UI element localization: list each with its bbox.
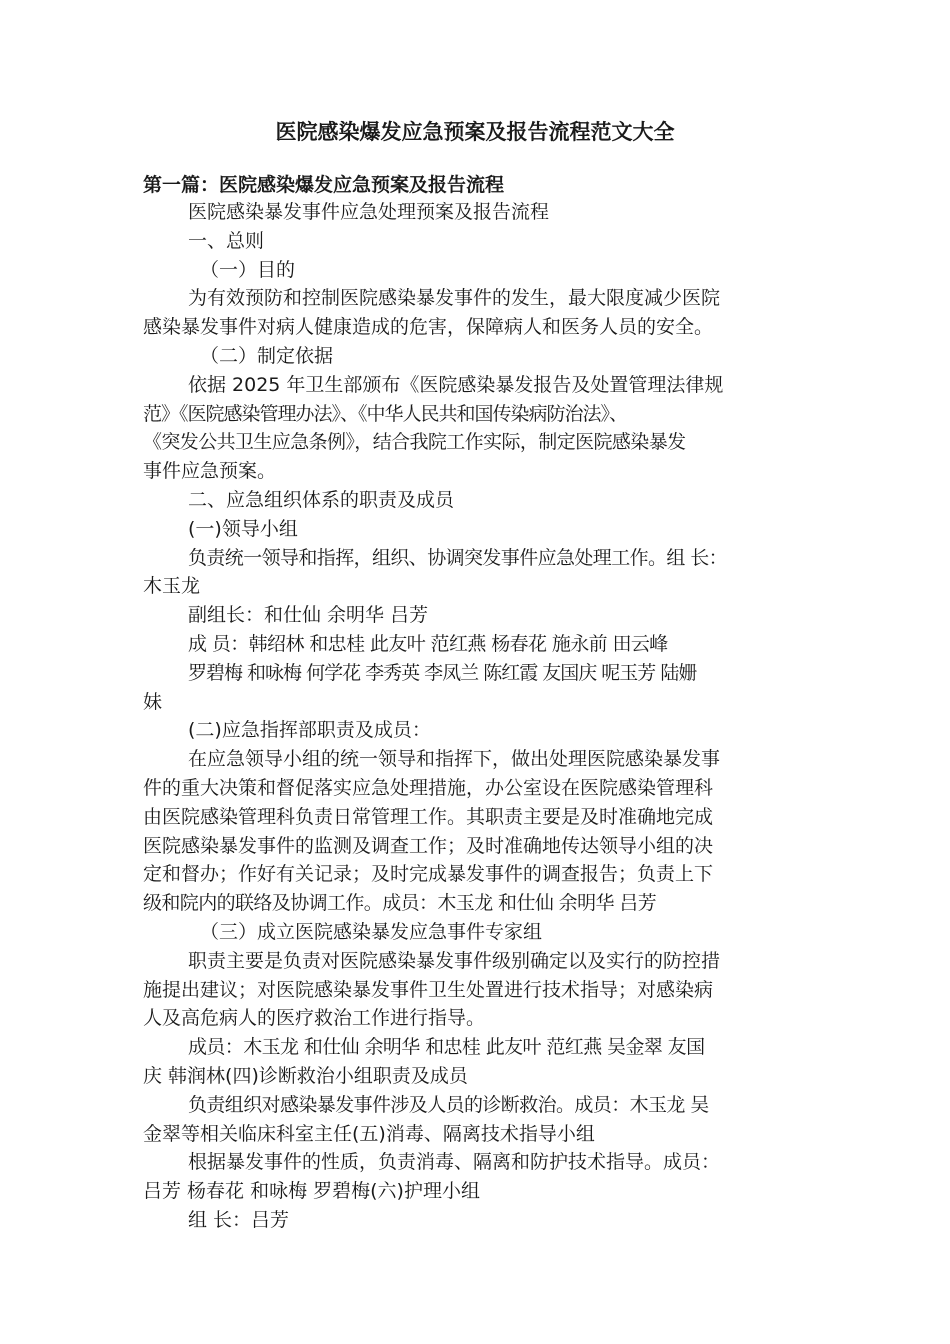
paragraph-line: 事件应急预案。 [143, 460, 277, 483]
paragraph-line: 副组长：和仕仙 余明华 吕芳 [188, 604, 429, 627]
paragraph-line: 人及高危病人的医疗救治工作进行指导。 [143, 1007, 486, 1030]
paragraph-line: 成员：木玉龙 和仕仙 余明华 和忠桂 此友叶 范红燕 吴金翠 友国 [188, 1036, 705, 1059]
document-title: 医院感染爆发应急预案及报告流程范文大全 [275, 120, 675, 144]
paragraph-line: 由医院感染管理科负责日常管理工作。其职责主要是及时准确地完成 [143, 805, 714, 828]
paragraph-line: 罗碧梅 和咏梅 何学花 李秀英 李凤兰 陈红霞 友国庆 呢玉芳 陆姗 [188, 661, 697, 684]
paragraph-line: 定和督办；作好有关记录；及时完成暴发事件的调查报告；负责上下 [143, 863, 714, 886]
paragraph-line: 负责组织对感染暴发事件涉及人员的诊断救治。成员：木玉龙 吴 [188, 1093, 709, 1116]
paragraph-line: 木玉龙 [143, 575, 201, 598]
paragraph-line: 根据暴发事件的性质，负责消毒、隔离和防护技术指导。成员： [188, 1151, 721, 1174]
paragraph-line: 妹 [143, 690, 163, 713]
paragraph-line: 庆 韩润林(四)诊断救治小组职责及成员 [143, 1064, 468, 1087]
paragraph-line: 吕芳 杨春花 和咏梅 罗碧梅(六)护理小组 [143, 1180, 480, 1203]
paragraph-line: 职责主要是负责对医院感染暴发事件级别确定以及实行的防控措 [188, 949, 721, 972]
paragraph-line: 成 员：韩绍林 和忠桂 此友叶 范红燕 杨春花 施永前 田云峰 [188, 632, 668, 655]
paragraph-line: 负责统一领导和指挥，组织、协调突发事件应急处理工作。组 长： [188, 546, 728, 569]
section-heading: 一、总则 [188, 229, 265, 252]
subsection-heading: (一)领导小组 [188, 517, 298, 540]
subsection-heading: （二）制定依据 [200, 344, 334, 367]
paragraph-line: 在应急领导小组的统一领导和指挥下，做出处理医院感染暴发事 [188, 748, 721, 771]
paragraph-line: 感染暴发事件对病人健康造成的危害，保障病人和医务人员的安全。 [143, 316, 714, 339]
paragraph-line: 件的重大决策和督促落实应急处理措施，办公室设在医院感染管理科 [143, 776, 714, 799]
paragraph-line: 范》《医院感染管理办法》、《中华人民共和国传染病防治法》、 [143, 402, 628, 425]
subsection-heading: （三）成立医院感染暴发应急事件专家组 [200, 920, 543, 943]
document-body [143, 198, 818, 1235]
paragraph-line: 《突发公共卫生应急条例》，结合我院工作实际，制定医院感染暴发 [143, 431, 686, 454]
section-heading: 二、应急组织体系的职责及成员 [188, 488, 455, 511]
paragraph-line: 组 长：吕芳 [188, 1208, 290, 1231]
subsection-heading: (二)应急指挥部职责及成员： [188, 719, 431, 742]
paragraph-line: 医院感染暴发事件的监测及调查工作；及时准确地传达领导小组的决 [143, 834, 714, 857]
chapter-heading: 第一篇：医院感染爆发应急预案及报告流程 [143, 174, 505, 196]
paragraph-line: 为有效预防和控制医院感染暴发事件的发生，最大限度减少医院 [188, 287, 721, 310]
paragraph-line: 施提出建议；对医院感染暴发事件卫生处置进行技术指导；对感染病 [143, 978, 714, 1001]
subtitle-line: 医院感染暴发事件应急处理预案及报告流程 [188, 201, 550, 223]
subsection-heading: （一）目的 [200, 258, 296, 281]
paragraph-line: 级和院内的联络及协调工作。成员：木玉龙 和仕仙 余明华 吕芳 [143, 892, 657, 915]
paragraph-line: 金翠等相关临床科室主任(五)消毒、隔离技术指导小组 [143, 1122, 595, 1145]
paragraph-line: 依据 2025 年卫生部颁布《医院感染暴发报告及处置管理法律规 [188, 373, 724, 396]
